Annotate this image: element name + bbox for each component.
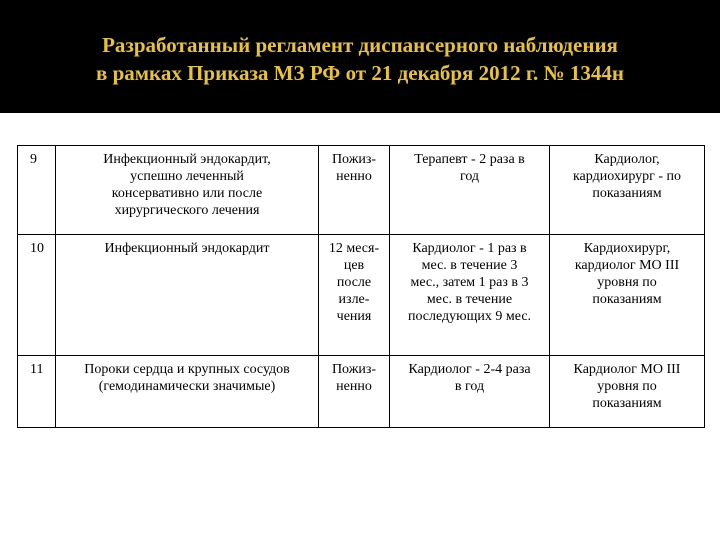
table-row xyxy=(18,356,705,428)
slide-title-line-2: в рамках Приказа МЗ РФ от 21 декабря 2012 г. № 1344н xyxy=(95,60,625,85)
row-number: 10 xyxy=(30,241,44,256)
table-row xyxy=(18,235,705,356)
row-number-cell xyxy=(18,235,56,356)
disease-cell xyxy=(56,235,319,356)
frequency-cell xyxy=(390,356,550,428)
disease-text: Пороки сердца и крупных сосудов (гемодинамически значимые) xyxy=(84,362,290,394)
duration-text: Пожиз- ненно xyxy=(331,152,377,184)
frequency-cell xyxy=(390,235,550,356)
frequency-text: Кардиолог - 2-4 раза в год xyxy=(408,362,531,394)
specialists-text: Кардиолог МО III уровня по показаниям xyxy=(573,362,681,411)
specialists-cell xyxy=(550,356,705,428)
slide-header xyxy=(0,0,720,113)
disease-text: Инфекционный эндокардит, успешно леченный консервативно или после хирургического лечения xyxy=(103,152,271,218)
row-number-cell xyxy=(18,356,56,428)
row-number: 9 xyxy=(30,152,37,167)
frequency-text: Терапевт - 2 раза в год xyxy=(414,152,525,184)
specialists-text: Кардиохирург, кардиолог МО III уровня по показаниям xyxy=(574,241,680,307)
specialists-text: Кардиолог, кардиохирург - по показаниям xyxy=(572,152,682,201)
frequency-cell xyxy=(390,146,550,235)
row-number: 11 xyxy=(30,362,44,377)
duration-cell xyxy=(319,235,390,356)
duration-text: Пожиз- ненно xyxy=(331,362,377,394)
duration-text: 12 меся- цев после изле- чения xyxy=(328,241,380,324)
regulation-table xyxy=(17,145,705,428)
slide-title-line-1: Разработанный регламент диспансерного наблюдения xyxy=(102,32,618,57)
duration-cell xyxy=(319,356,390,428)
frequency-text: Кардиолог - 1 раз в мес. в течение 3 мес., затем 1 раз в 3 мес. в течение последующих 9 мес. xyxy=(407,241,532,324)
disease-text: Инфекционный эндокардит xyxy=(104,241,270,256)
table-row xyxy=(18,146,705,235)
row-number-cell xyxy=(18,146,56,235)
disease-cell xyxy=(56,356,319,428)
specialists-cell xyxy=(550,146,705,235)
specialists-cell xyxy=(550,235,705,356)
disease-cell xyxy=(56,146,319,235)
duration-cell xyxy=(319,146,390,235)
